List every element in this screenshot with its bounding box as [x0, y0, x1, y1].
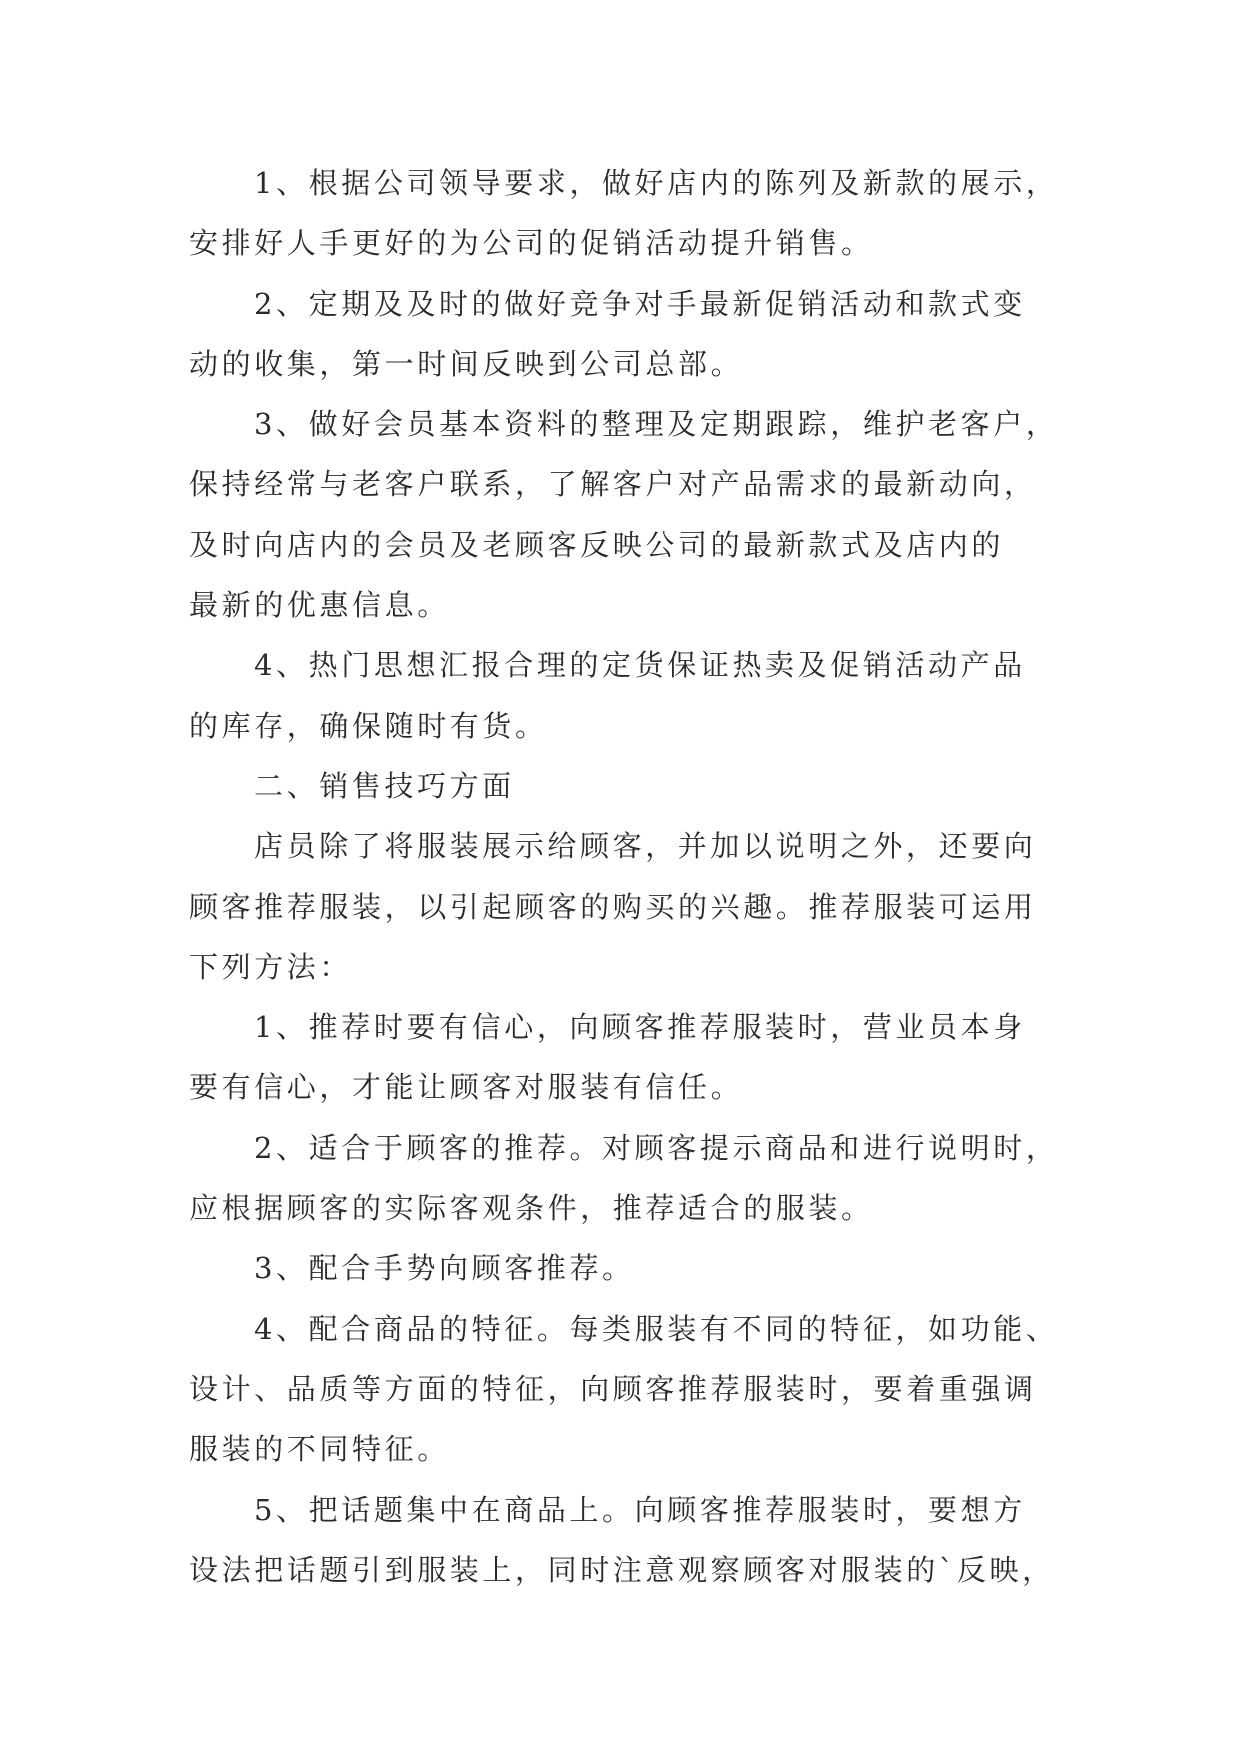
paragraph-5-line-3: 下列方法：	[189, 949, 353, 984]
paragraph-7-line-1: 2、适合于顾客的推荐。对顾客提示商品和进行说明时，	[254, 1130, 1059, 1165]
paragraph-2-line-1: 2、定期及及时的做好竞争对手最新促销活动和款式变	[254, 286, 1026, 321]
paragraph-3-line-1: 3、做好会员基本资料的整理及定期跟踪，维护老客户，	[254, 407, 1059, 442]
document-body	[189, 163, 1069, 1610]
paragraph-1-line-1: 1、根据公司领导要求，做好店内的陈列及新款的展示，	[254, 166, 1059, 200]
paragraph-7-line-2: 应根据顾客的实际客观条件，推荐适合的服装。	[189, 1191, 874, 1226]
paragraph-2-line-2: 动的收集，第一时间反映到公司总部。	[189, 346, 744, 381]
paragraph-9-line-3: 服装的不同特征。	[189, 1432, 450, 1467]
paragraph-5-line-1: 店员除了将服装展示给顾客，并加以说明之外，还要向	[254, 829, 1037, 864]
paragraph-3-line-2: 保持经常与老客户联系，了解客户对产品需求的最新动向，	[189, 467, 1037, 502]
paragraph-3-line-3: 及时向店内的会员及老顾客反映公司的最新款式及店内的	[189, 527, 1005, 562]
paragraph-8-line-1: 3、配合手势向顾客推荐。	[254, 1251, 635, 1286]
paragraph-10-line-1: 5、把话题集中在商品上。向顾客推荐服装时，要想方	[254, 1492, 1026, 1527]
paragraph-3-line-4: 最新的优惠信息。	[189, 588, 450, 623]
paragraph-9-line-1: 4、配合商品的特征。每类服装有不同的特征，如功能、	[254, 1311, 1059, 1346]
paragraph-5-line-2: 顾客推荐服装，以引起顾客的购买的兴趣。推荐服装可运用	[189, 889, 1037, 924]
paragraph-6-line-1: 1、推荐时要有信心，向顾客推荐服装时，营业员本身	[254, 1010, 1026, 1045]
paragraph-10-line-2: 设法把话题引到服装上，同时注意观察顾客对服装的`反映，	[189, 1552, 1055, 1587]
paragraph-6-line-2: 要有信心，才能让顾客对服装有信任。	[189, 1070, 744, 1105]
paragraph-4-line-2: 的库存，确保随时有货。	[189, 708, 548, 743]
section-heading: 二、销售技巧方面	[254, 768, 515, 803]
paragraph-1-line-2: 安排好人手更好的为公司的促销活动提升销售。	[189, 226, 874, 261]
paragraph-4-line-1: 4、热门思想汇报合理的定货保证热卖及促销活动产品	[254, 648, 1026, 683]
paragraph-9-line-2: 设计、品质等方面的特征，向顾客推荐服装时，要着重强调	[189, 1371, 1037, 1406]
